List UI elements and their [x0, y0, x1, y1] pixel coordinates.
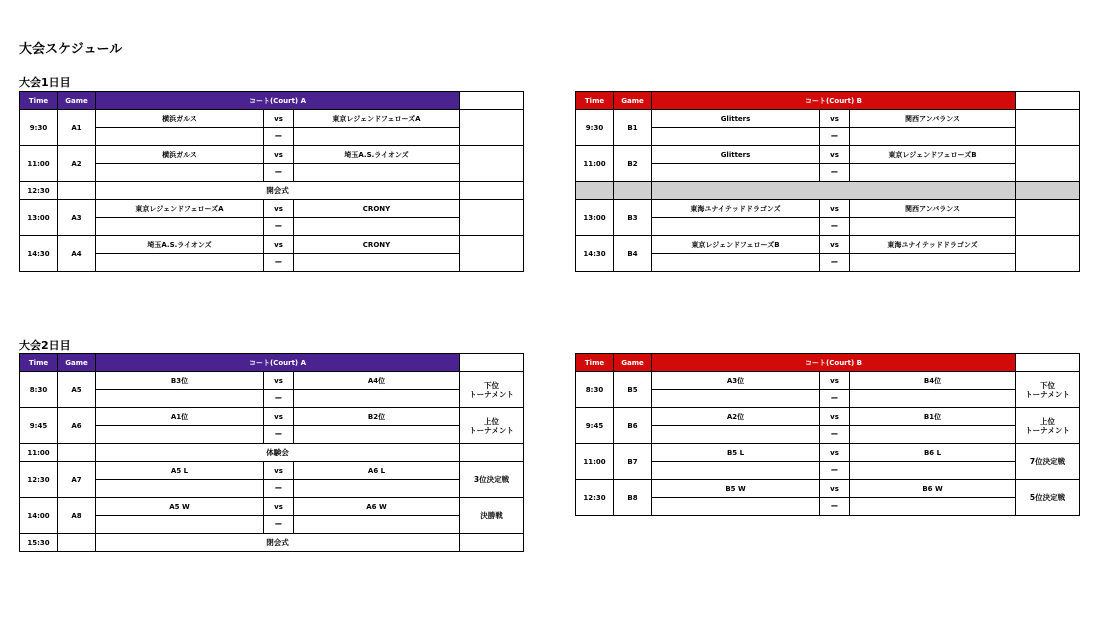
header-time: Time — [20, 354, 58, 372]
game-cell: B2 — [614, 146, 652, 182]
note-line-1: 上位 — [484, 416, 499, 426]
note-cell — [460, 462, 524, 498]
note-line-1: 上位 — [1040, 416, 1056, 426]
home-score — [96, 164, 264, 182]
score-dash: − — [820, 218, 850, 236]
away-score — [850, 462, 1016, 480]
note-cell — [460, 534, 524, 552]
event-label: 開会式 — [96, 182, 460, 200]
home-team: 埼玉A.S.ライオンズ — [96, 236, 264, 254]
note-cell — [1016, 110, 1080, 146]
home-team: A3位 — [652, 372, 820, 390]
home-score — [96, 480, 264, 498]
day1-title: 大会1日目 — [19, 76, 71, 89]
away-team: B4位 — [850, 372, 1016, 390]
time-cell: 9:30 — [20, 110, 58, 146]
away-score — [850, 218, 1016, 236]
game-cell: A1 — [58, 110, 96, 146]
header-game: Game — [58, 354, 96, 372]
note-line-1: 下位 — [484, 380, 499, 390]
home-team: B5 L — [652, 444, 820, 462]
away-team: B1位 — [850, 408, 1016, 426]
score-row — [20, 164, 524, 182]
game-cell: A8 — [58, 498, 96, 534]
home-team: A2位 — [652, 408, 820, 426]
vs-label: vs — [264, 408, 294, 426]
note-cell — [1016, 200, 1080, 236]
vs-label: vs — [264, 110, 294, 128]
away-team: CRONY — [294, 236, 460, 254]
away-score — [294, 218, 460, 236]
home-score — [96, 218, 264, 236]
note-cell — [1016, 236, 1080, 272]
vs-label: vs — [264, 498, 294, 516]
vs-label: vs — [820, 480, 850, 498]
away-team: CRONY — [294, 200, 460, 218]
header-time: Time — [576, 92, 614, 110]
day2-court-b-table — [575, 353, 1080, 516]
away-team: B6 L — [850, 444, 1016, 462]
header-court: コート(Court) B — [652, 92, 1016, 110]
match-row — [576, 200, 1080, 218]
game-cell: B3 — [614, 200, 652, 236]
note-cell — [460, 146, 524, 182]
score-dash: − — [264, 480, 294, 498]
time-cell: 9:30 — [576, 110, 614, 146]
home-score — [96, 128, 264, 146]
home-score — [652, 128, 820, 146]
header-time: Time — [576, 354, 614, 372]
note-cell — [1016, 146, 1080, 182]
header-game: Game — [614, 92, 652, 110]
game-cell: A7 — [58, 462, 96, 498]
away-score — [850, 390, 1016, 408]
vs-label: vs — [820, 146, 850, 164]
home-score — [96, 390, 264, 408]
score-dash: − — [820, 390, 850, 408]
time-cell: 12:30 — [20, 182, 58, 200]
match-row — [576, 408, 1080, 426]
score-dash: − — [820, 164, 850, 182]
game-cell: A5 — [58, 372, 96, 408]
home-team: 東京レジェンドフェローズB — [652, 236, 820, 254]
game-cell: B6 — [614, 408, 652, 444]
away-team: 東京レジェンドフェローズB — [850, 146, 1016, 164]
vs-label: vs — [820, 110, 850, 128]
away-score — [850, 128, 1016, 146]
game-cell: A2 — [58, 146, 96, 182]
away-score — [294, 480, 460, 498]
note-line-1: 下位 — [1040, 380, 1056, 390]
vs-label: vs — [820, 200, 850, 218]
day2-court-a-table — [19, 353, 524, 552]
note-cell — [1016, 372, 1080, 408]
away-team: 東海ユナイテッドドラゴンズ — [850, 236, 1016, 254]
time-cell: 14:30 — [576, 236, 614, 272]
home-score — [96, 426, 264, 444]
event-label: 体験会 — [96, 444, 460, 462]
match-row — [20, 498, 524, 516]
time-cell: 12:30 — [20, 462, 58, 498]
match-row — [576, 236, 1080, 254]
note-cell — [460, 110, 524, 146]
header-court: コート(Court) A — [96, 92, 460, 110]
note-cell — [460, 372, 524, 408]
score-dash: − — [264, 128, 294, 146]
header-row — [576, 354, 1080, 372]
score-row — [20, 390, 524, 408]
away-score — [294, 426, 460, 444]
score-dash: − — [264, 426, 294, 444]
time-cell: 9:45 — [576, 408, 614, 444]
away-score — [294, 128, 460, 146]
vs-label: vs — [264, 372, 294, 390]
day1-court-a-table — [19, 91, 524, 272]
game-cell: B5 — [614, 372, 652, 408]
score-row — [20, 128, 524, 146]
time-cell: 12:30 — [576, 480, 614, 516]
home-score — [652, 498, 820, 516]
vs-label: vs — [264, 200, 294, 218]
away-score — [850, 164, 1016, 182]
away-team: 関西アンバランス — [850, 110, 1016, 128]
event-label: 閉会式 — [96, 534, 460, 552]
home-team: A5 W — [96, 498, 264, 516]
home-team: B3位 — [96, 372, 264, 390]
home-team: A1位 — [96, 408, 264, 426]
away-team: 関西アンバランス — [850, 200, 1016, 218]
header-row — [576, 92, 1080, 110]
note-line-1: 7位決定戦 — [1029, 457, 1066, 466]
time-cell: 8:30 — [20, 372, 58, 408]
game-cell: B4 — [614, 236, 652, 272]
match-row — [576, 372, 1080, 390]
match-row — [20, 372, 524, 390]
header-note — [1016, 354, 1080, 372]
vs-label: vs — [820, 236, 850, 254]
header-note — [460, 354, 524, 372]
away-score — [850, 498, 1016, 516]
header-note — [1016, 92, 1080, 110]
match-row — [576, 110, 1080, 128]
vs-label: vs — [264, 462, 294, 480]
note-cell — [1016, 444, 1080, 480]
match-row — [20, 200, 524, 218]
note-cell — [460, 200, 524, 236]
away-team: B6 W — [850, 480, 1016, 498]
away-score — [294, 254, 460, 272]
match-row — [20, 236, 524, 254]
note-cell — [460, 236, 524, 272]
score-row — [20, 218, 524, 236]
home-team: 横浜ガルス — [96, 146, 264, 164]
time-cell: 11:00 — [20, 444, 58, 462]
score-dash: − — [264, 254, 294, 272]
score-dash: − — [264, 218, 294, 236]
home-score — [96, 516, 264, 534]
time-cell: 14:30 — [20, 236, 58, 272]
header-court: コート(Court) A — [96, 354, 460, 372]
vs-label: vs — [820, 444, 850, 462]
game-cell — [58, 444, 96, 462]
note-line-2: トーナメント — [1025, 425, 1070, 435]
score-dash: − — [820, 426, 850, 444]
game-cell: A4 — [58, 236, 96, 272]
game-cell: B1 — [614, 110, 652, 146]
break-cell — [576, 182, 614, 200]
away-score — [850, 254, 1016, 272]
page-title: 大会スケジュール — [19, 42, 123, 57]
home-score — [96, 254, 264, 272]
time-cell: 13:00 — [576, 200, 614, 236]
home-team: B5 W — [652, 480, 820, 498]
time-cell: 14:00 — [20, 498, 58, 534]
score-row — [576, 498, 1080, 516]
score-row — [576, 426, 1080, 444]
header-time: Time — [20, 92, 58, 110]
away-team: A6 L — [294, 462, 460, 480]
break-cell — [614, 182, 652, 200]
time-cell: 13:00 — [20, 200, 58, 236]
vs-label: vs — [820, 372, 850, 390]
time-cell: 8:30 — [576, 372, 614, 408]
home-team: A5 L — [96, 462, 264, 480]
note-cell — [460, 498, 524, 534]
game-cell: B8 — [614, 480, 652, 516]
score-row — [576, 164, 1080, 182]
score-dash: − — [820, 498, 850, 516]
score-dash: − — [264, 516, 294, 534]
game-cell: B7 — [614, 444, 652, 480]
score-row — [20, 480, 524, 498]
score-dash: − — [264, 164, 294, 182]
away-score — [294, 516, 460, 534]
home-team: Glitters — [652, 110, 820, 128]
away-team: A6 W — [294, 498, 460, 516]
score-dash: − — [264, 390, 294, 408]
day2-title: 大会2日目 — [19, 339, 71, 352]
home-score — [652, 254, 820, 272]
vs-label: vs — [264, 146, 294, 164]
vs-label: vs — [820, 408, 850, 426]
away-score — [294, 390, 460, 408]
header-game: Game — [58, 92, 96, 110]
score-row — [576, 390, 1080, 408]
home-team: 東海ユナイテッドドラゴンズ — [652, 200, 820, 218]
time-cell: 15:30 — [20, 534, 58, 552]
header-row — [20, 354, 524, 372]
home-team: 横浜ガルス — [96, 110, 264, 128]
note-cell — [1016, 480, 1080, 516]
score-dash: − — [820, 128, 850, 146]
note-line-1: 3位決定戦 — [473, 475, 510, 484]
score-row — [576, 254, 1080, 272]
note-line-2: トーナメント — [469, 389, 514, 399]
note-line-2: トーナメント — [469, 425, 514, 435]
header-note — [460, 92, 524, 110]
score-row — [20, 426, 524, 444]
note-cell — [460, 408, 524, 444]
score-row — [576, 128, 1080, 146]
header-court: コート(Court) B — [652, 354, 1016, 372]
note-line-2: トーナメント — [1025, 389, 1070, 399]
vs-label: vs — [264, 236, 294, 254]
time-cell: 11:00 — [20, 146, 58, 182]
note-cell — [460, 444, 524, 462]
note-line-1: 決勝戦 — [480, 511, 503, 520]
score-row — [576, 218, 1080, 236]
score-row — [576, 462, 1080, 480]
score-dash: − — [820, 462, 850, 480]
home-score — [652, 390, 820, 408]
match-row — [576, 480, 1080, 498]
time-cell: 9:45 — [20, 408, 58, 444]
score-row — [20, 516, 524, 534]
game-cell — [58, 182, 96, 200]
home-score — [652, 462, 820, 480]
match-row — [576, 146, 1080, 164]
note-cell — [1016, 408, 1080, 444]
match-row — [576, 444, 1080, 462]
time-cell: 11:00 — [576, 444, 614, 480]
note-cell — [460, 182, 524, 200]
score-dash: − — [820, 254, 850, 272]
day1-court-b-table — [575, 91, 1080, 272]
break-cell — [652, 182, 1016, 200]
score-row — [20, 254, 524, 272]
away-score — [850, 426, 1016, 444]
away-team: B2位 — [294, 408, 460, 426]
away-team: A4位 — [294, 372, 460, 390]
match-row — [20, 408, 524, 426]
game-cell: A6 — [58, 408, 96, 444]
game-cell: A3 — [58, 200, 96, 236]
match-row — [20, 110, 524, 128]
break-cell — [1016, 182, 1080, 200]
header-game: Game — [614, 354, 652, 372]
away-team: 東京レジェンドフェローズA — [294, 110, 460, 128]
home-score — [652, 164, 820, 182]
match-row — [20, 146, 524, 164]
note-line-1: 5位決定戦 — [1029, 493, 1066, 502]
home-score — [652, 426, 820, 444]
header-row — [20, 92, 524, 110]
away-score — [294, 164, 460, 182]
match-row — [20, 462, 524, 480]
away-team: 埼玉A.S.ライオンズ — [294, 146, 460, 164]
home-team: 東京レジェンドフェローズA — [96, 200, 264, 218]
time-cell: 11:00 — [576, 146, 614, 182]
game-cell — [58, 534, 96, 552]
home-score — [652, 218, 820, 236]
home-team: Glitters — [652, 146, 820, 164]
